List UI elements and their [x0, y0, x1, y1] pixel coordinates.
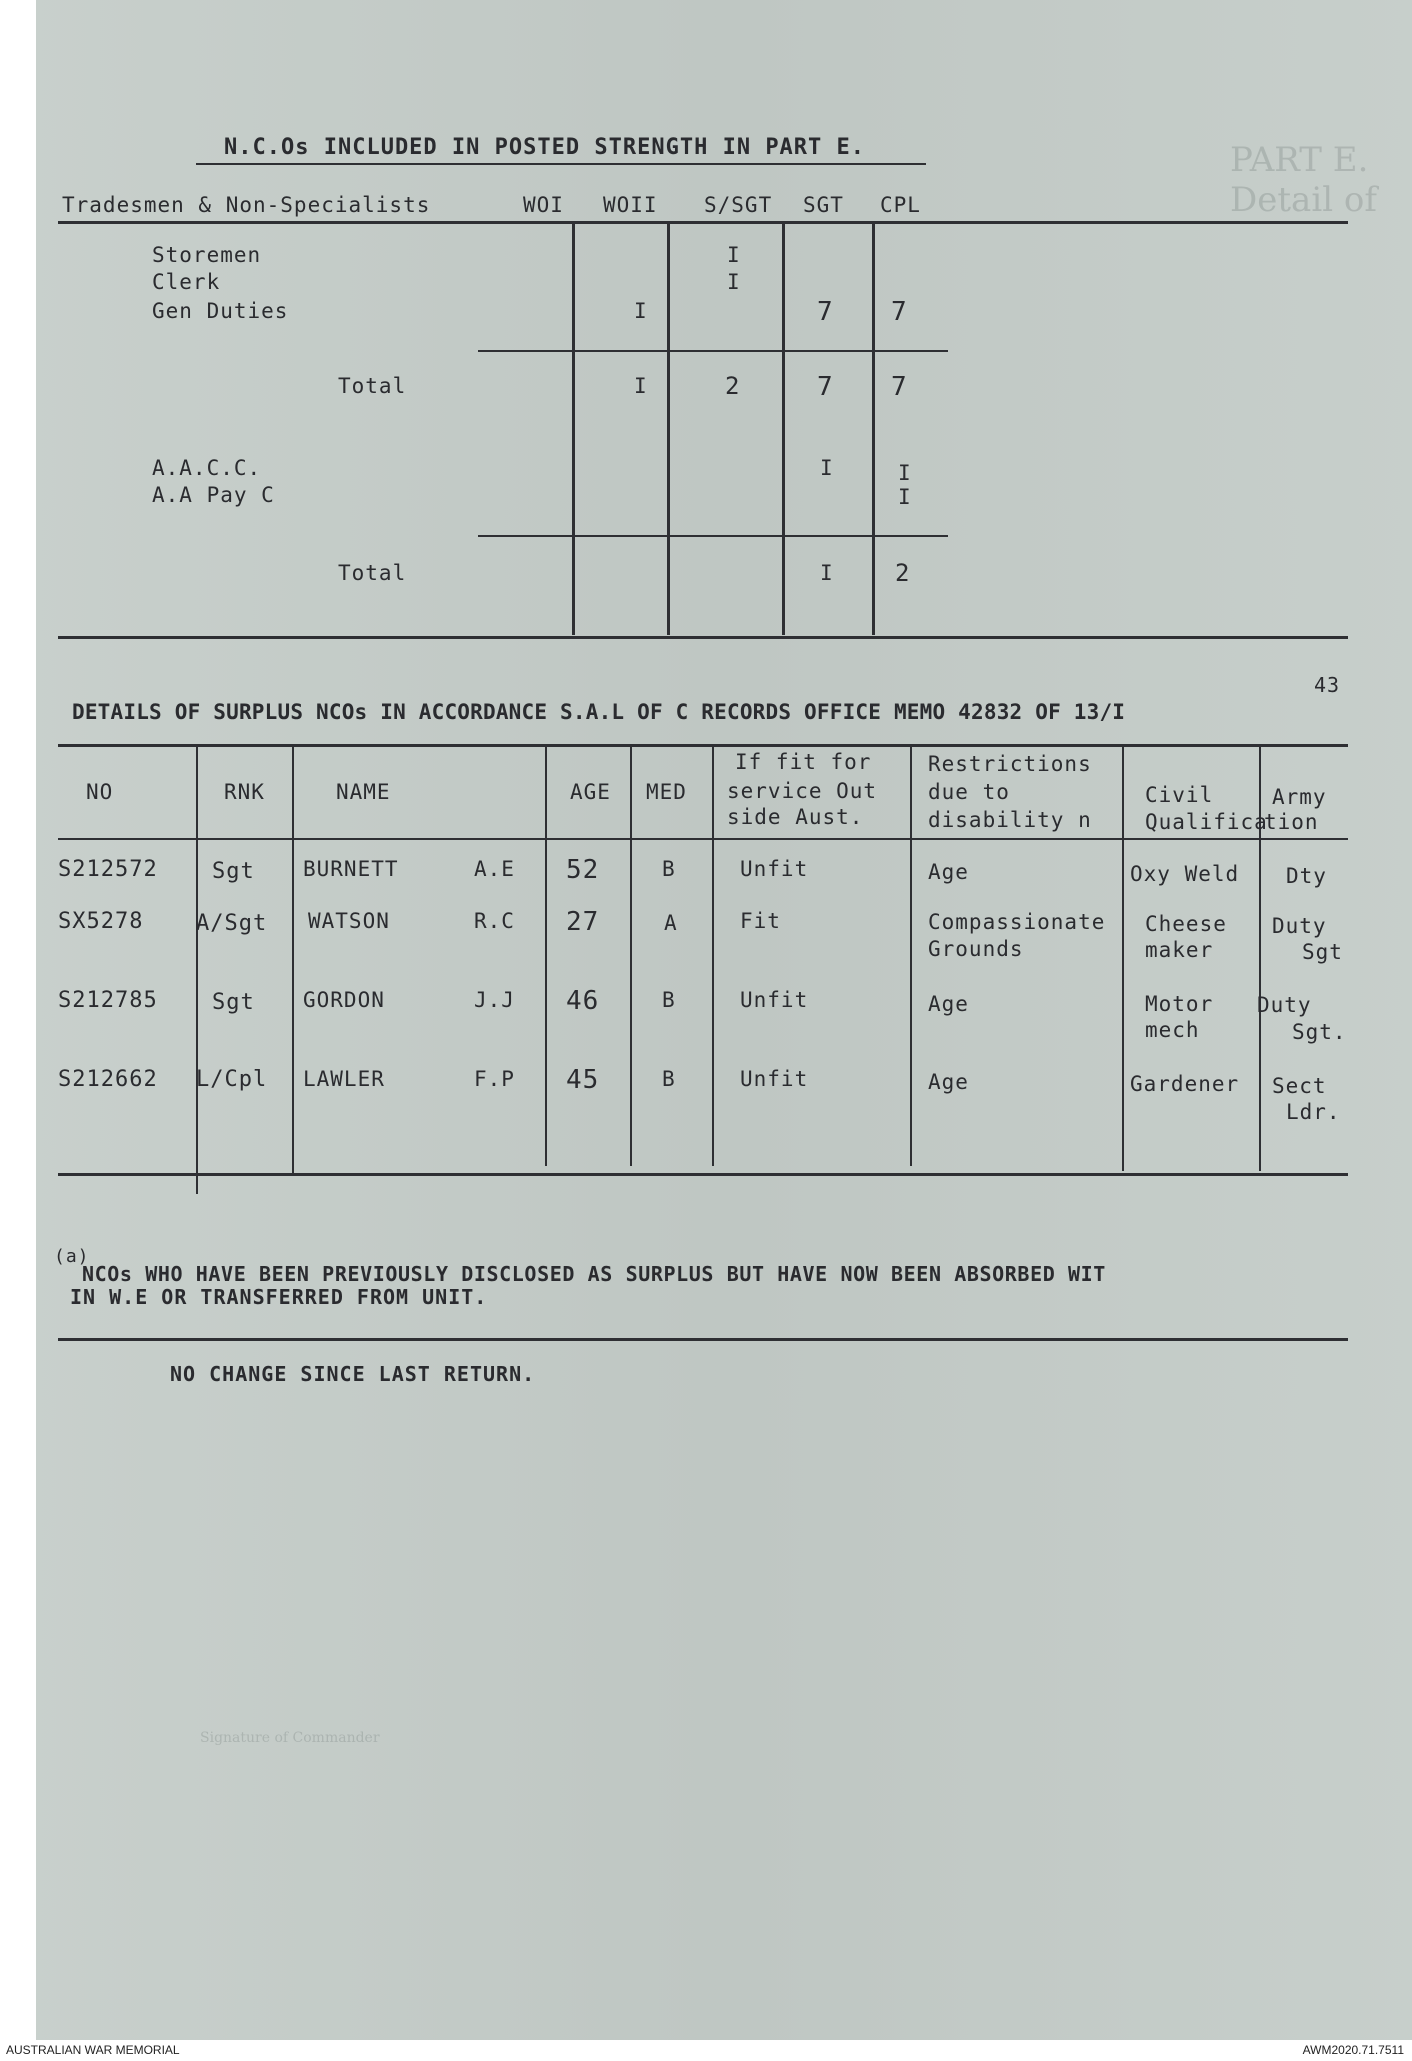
row4-surname: LAWLER: [303, 1067, 385, 1091]
total1-cpl: 7: [891, 372, 908, 402]
row-aapay-label: A.A Pay C: [152, 483, 275, 507]
row2-fit: Fit: [740, 909, 781, 933]
row4-rank: L/Cpl: [196, 1067, 268, 1092]
row4-age: 45: [566, 1065, 600, 1095]
surplus-col-6: [910, 746, 912, 1166]
row1-restriction-1: Age: [928, 860, 969, 884]
absorbed-mark: (a): [54, 1246, 90, 1267]
gen-duties-cpl: 7: [891, 297, 908, 327]
row1-surname: BURNETT: [303, 857, 399, 881]
row3-fit: Unfit: [740, 988, 809, 1012]
gen-duties-woii: I: [634, 299, 648, 323]
row1-no: S212572: [58, 857, 158, 882]
row2-no: SX5278: [58, 909, 144, 934]
surplus-header-restr-2: due to: [928, 780, 1010, 804]
surplus-title: DETAILS OF SURPLUS NCOs IN ACCORDANCE S.A.L OF C RECORDS OFFICE MEMO 42832 OF 13/I: [72, 700, 1126, 724]
total2-cpl: 2: [895, 559, 911, 587]
total2-sgt: I: [820, 561, 834, 585]
row2-age: 27: [566, 907, 600, 937]
row4-army-1: Sect: [1272, 1074, 1327, 1098]
total1-label: Total: [338, 374, 407, 398]
header-sgt: SGT: [803, 193, 844, 217]
total1-sgt: 7: [817, 372, 834, 402]
surplus-header-civil-1: Civil: [1145, 783, 1214, 807]
row3-army-2: Sgt.: [1292, 1020, 1347, 1044]
col-line-cpl: [872, 221, 875, 635]
row1-med: B: [662, 857, 676, 881]
row3-civil-1: Motor: [1145, 992, 1214, 1016]
row-aacc-label: A.A.C.C.: [152, 456, 262, 480]
row1-army-1: Dty: [1286, 864, 1327, 888]
clerk-ssgt: I: [727, 270, 741, 294]
row2-initials: R.C: [474, 909, 515, 933]
row2-rank: A/Sgt: [196, 911, 268, 936]
no-change-note: NO CHANGE SINCE LAST RETURN.: [170, 1362, 536, 1386]
absorbed-line-2: IN W.E OR TRANSFERRED FROM UNIT.: [70, 1285, 488, 1309]
row3-surname: GORDON: [303, 988, 385, 1012]
surplus-header-army-1: Army: [1272, 785, 1327, 809]
row1-fit: Unfit: [740, 857, 809, 881]
surplus-col-2: [292, 746, 294, 1176]
surplus-header-fit-1: If fit for: [735, 750, 872, 774]
row-storemen-label: Storemen: [152, 243, 262, 267]
col-line-woii: [572, 221, 575, 635]
row1-civil-1: Oxy Weld: [1130, 862, 1240, 886]
row2-army-2: Sgt: [1302, 940, 1343, 964]
absorbed-rule: [58, 1338, 1348, 1341]
footer-bar: [0, 2040, 1412, 2061]
total2-rule: [478, 535, 948, 537]
row4-initials: F.P: [474, 1067, 515, 1091]
row2-restriction-1: Compassionate: [928, 910, 1106, 934]
row3-civil-2: mech: [1145, 1018, 1200, 1042]
surplus-col-7: [1122, 746, 1124, 1171]
surplus-col-5: [712, 746, 714, 1166]
surplus-top-rule: [58, 744, 1348, 747]
row3-no: S212785: [58, 988, 158, 1013]
row4-army-2: Ldr.: [1286, 1100, 1341, 1124]
surplus-header-no: NO: [86, 780, 114, 804]
title-underline: [196, 163, 926, 165]
surplus-header-name: NAME: [336, 780, 391, 804]
surplus-header-fit-2: service Out: [727, 779, 878, 803]
aacc-sgt: I: [820, 456, 834, 480]
row4-restriction-1: Age: [928, 1070, 969, 1094]
total1-ssgt: 2: [725, 372, 741, 400]
part-e-title: N.C.Os INCLUDED IN POSTED STRENGTH IN PART E.: [224, 135, 866, 160]
surplus-col-1: [196, 746, 198, 1194]
col-line-ssgt: [667, 221, 670, 635]
row3-army-1: Duty: [1257, 993, 1312, 1017]
row1-rank: Sgt: [212, 859, 255, 884]
header-cpl: CPL: [880, 193, 921, 217]
row4-civil-1: Gardener: [1130, 1072, 1240, 1096]
surplus-header-restr-3: disability n: [928, 808, 1092, 832]
row2-army-1: Duty: [1272, 914, 1327, 938]
header-trades: Tradesmen & Non-Specialists: [62, 193, 431, 217]
bleed-through-text: PART E. Detail of: [1230, 140, 1377, 220]
row1-initials: A.E: [474, 857, 515, 881]
col-line-sgt: [782, 221, 785, 635]
row2-med: A: [664, 911, 678, 935]
gen-duties-sgt: 7: [817, 297, 834, 327]
header-woi: WOI: [523, 193, 564, 217]
row2-restriction-2: Grounds: [928, 937, 1024, 961]
surplus-header-army-2: tion: [1264, 810, 1319, 834]
row3-age: 46: [566, 986, 600, 1016]
row3-restriction-1: Age: [928, 992, 969, 1016]
header-ssgt: S/SGT: [704, 193, 773, 217]
total2-label: Total: [338, 561, 407, 585]
surplus-col-4: [630, 746, 632, 1166]
surplus-header-restr-1: Restrictions: [928, 752, 1092, 776]
row-clerk-label: Clerk: [152, 270, 221, 294]
aapay-cpl: I: [898, 485, 912, 509]
row4-med: B: [662, 1067, 676, 1091]
row3-rank: Sgt: [212, 990, 255, 1015]
bleed-through-text-2: Signature of Commander: [200, 1730, 380, 1746]
row1-age: 52: [566, 855, 600, 885]
row-gen-duties-label: Gen Duties: [152, 299, 289, 323]
surplus-header-age: AGE: [570, 780, 611, 804]
surplus-header-rule: [58, 838, 1348, 840]
row3-med: B: [662, 988, 676, 1012]
header-rule: [58, 221, 1348, 224]
total1-woii: I: [634, 374, 648, 398]
aacc-cpl: I: [898, 461, 912, 485]
surplus-header-fit-3: side Aust.: [727, 805, 864, 829]
row4-no: S212662: [58, 1067, 158, 1092]
row2-surname: WATSON: [308, 909, 390, 933]
row4-fit: Unfit: [740, 1067, 809, 1091]
row2-civil-1: Cheese: [1145, 912, 1227, 936]
footer-right: AWM2020.71.7511: [1302, 2043, 1404, 2057]
surplus-header-civil-2: Qualifica: [1145, 810, 1268, 834]
row3-initials: J.J: [474, 988, 515, 1012]
surplus-col-3: [545, 746, 547, 1166]
folio-number: 43: [1314, 673, 1341, 697]
surplus-header-med: MED: [646, 780, 687, 804]
part-e-bottom-rule: [58, 636, 1348, 639]
absorbed-line-1: NCOs WHO HAVE BEEN PREVIOUSLY DISCLOSED AS SURPLUS BUT HAVE NOW BEEN ABSORBED WIT: [82, 1262, 1106, 1286]
footer-left: AUSTRALIAN WAR MEMORIAL: [6, 2043, 180, 2057]
surplus-bottom-rule: [58, 1173, 1348, 1176]
surplus-header-rank: RNK: [224, 780, 265, 804]
total1-rule: [478, 350, 948, 352]
header-woii: WOII: [603, 193, 658, 217]
storemen-ssgt: I: [727, 243, 741, 267]
row2-civil-2: maker: [1145, 938, 1214, 962]
